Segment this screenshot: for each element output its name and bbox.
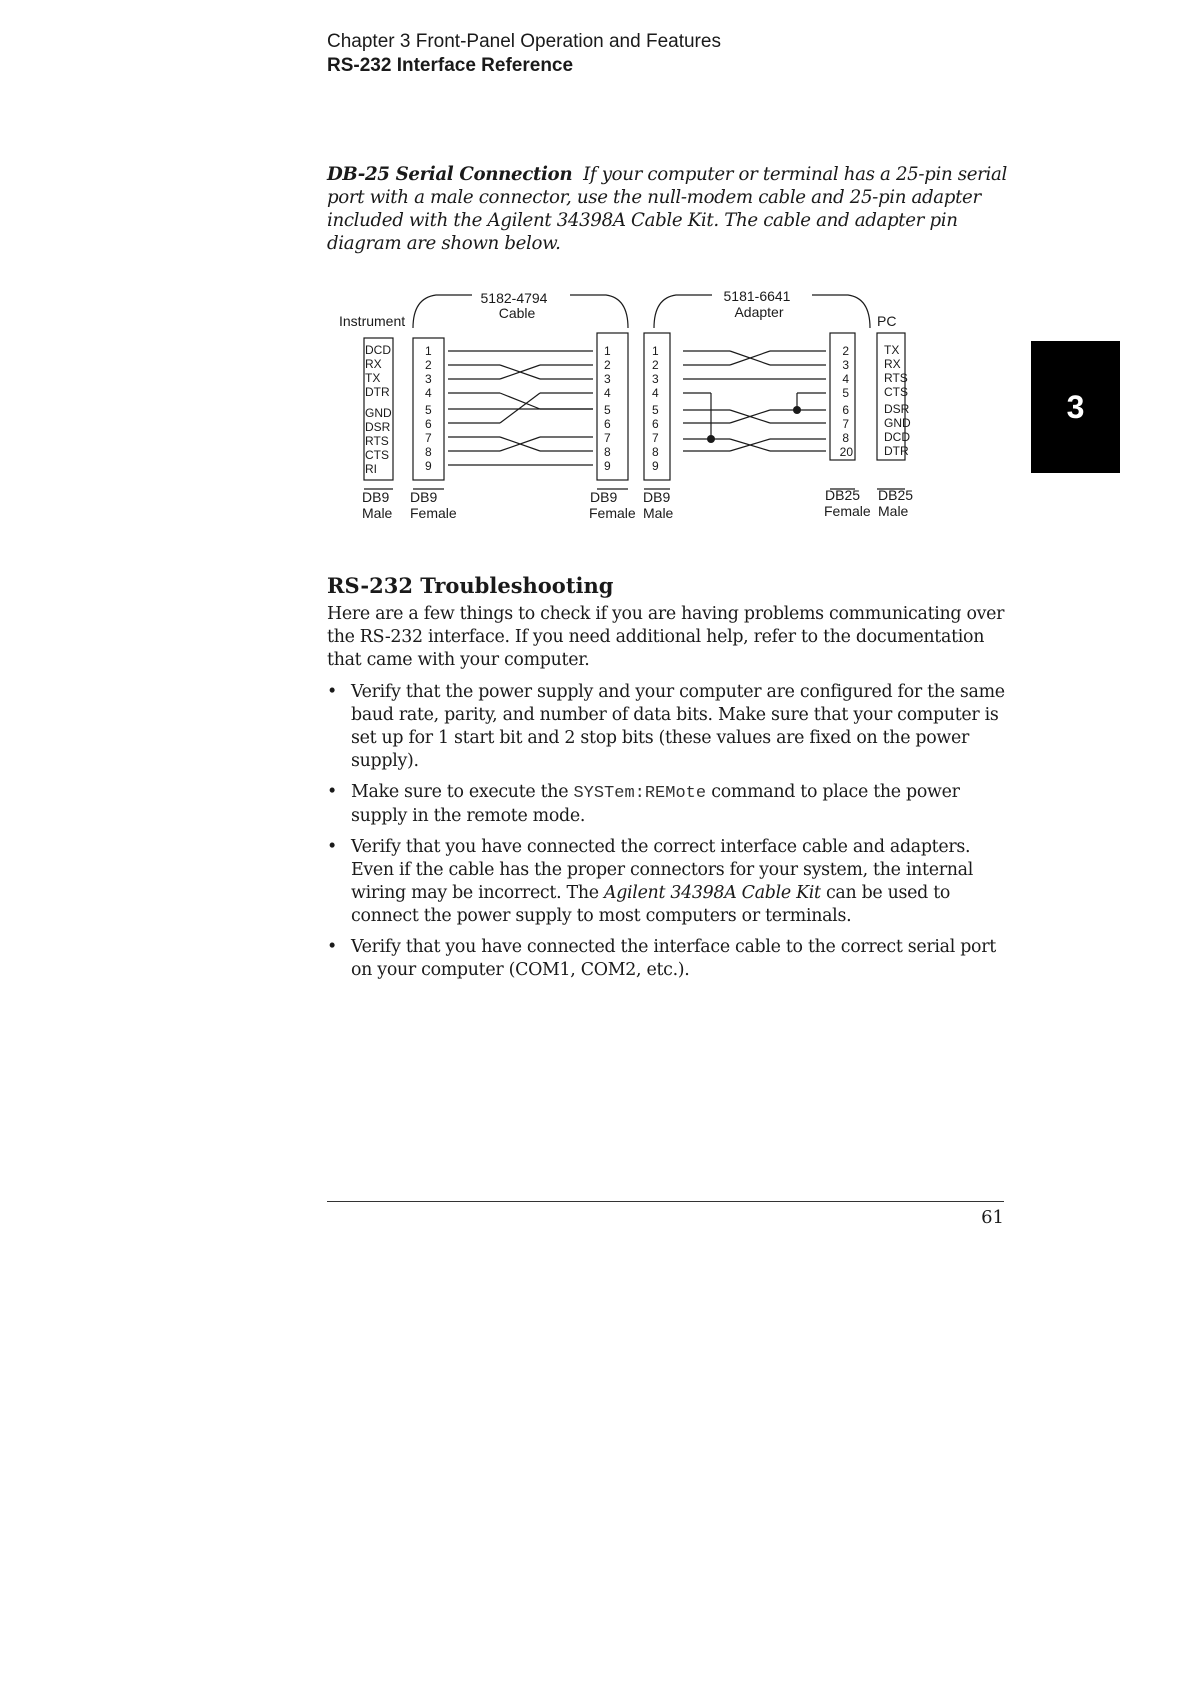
- page-number: 61: [981, 1207, 1004, 1228]
- pc-label: PC: [877, 313, 897, 329]
- pc-signal: DSR: [884, 402, 910, 416]
- bullet-text: Verify that you have connected the interface cable to the correct serial port on your computer (COM1, COM2, etc.).: [351, 937, 996, 980]
- pc-signal-list: [884, 343, 911, 458]
- bullet-text: can be used to connect the power supply to most computers or terminals.: [351, 883, 951, 926]
- pin-number: 8: [604, 445, 611, 459]
- connector-gender: Male: [362, 505, 393, 521]
- cable-right-pins: [604, 344, 611, 473]
- instrument-signal-list: [365, 343, 392, 476]
- cable-bracket-right: [570, 295, 628, 328]
- intro-lead: DB-25 Serial Connection: [327, 164, 573, 185]
- troubleshooting-heading: RS-232 Troubleshooting: [327, 573, 614, 598]
- cable-wires: [448, 351, 593, 465]
- connector-gender: Female: [589, 505, 636, 521]
- adapter-label: Adapter: [734, 304, 784, 320]
- cable-bracket-left: [413, 295, 472, 328]
- junction-dot-left: [707, 435, 715, 443]
- bullet-icon: •: [327, 937, 337, 957]
- footer-divider: [327, 1201, 1004, 1202]
- connector-type: DB9: [643, 489, 671, 505]
- pin-number: 6: [652, 417, 659, 431]
- chapter-title: Chapter 3 Front-Panel Operation and Features: [327, 31, 721, 52]
- pc-signal: RX: [884, 357, 901, 371]
- cable-kit-name: Agilent 34398A Cable Kit: [603, 883, 821, 903]
- pin-number: 5: [604, 403, 611, 417]
- pc-signal: CTS: [884, 385, 908, 399]
- pin-number: 5: [652, 403, 659, 417]
- pin-number: 4: [842, 372, 849, 386]
- bullet-text: command to place the power supply in the remote mode.: [351, 782, 960, 826]
- connector-type: DB9: [590, 489, 618, 505]
- pc-signal: DCD: [884, 430, 910, 444]
- bullet-icon: •: [327, 682, 337, 702]
- list-item: [327, 681, 1017, 773]
- adapter-left-pins: [652, 344, 659, 473]
- instrument-label: Instrument: [339, 313, 406, 329]
- connector-type: DB25: [825, 487, 861, 503]
- cable-left-pins: [425, 344, 432, 473]
- pin-number: 3: [842, 358, 849, 372]
- pin-number: 3: [652, 372, 659, 386]
- pin-number: 6: [425, 417, 432, 431]
- pin-number: 1: [425, 344, 432, 358]
- pin-number: 3: [425, 372, 432, 386]
- connector-gender: Female: [410, 505, 457, 521]
- list-item: [327, 936, 1017, 982]
- bullet-text: Make sure to execute the: [351, 782, 574, 802]
- pc-signal: GND: [884, 416, 911, 430]
- instrument-signal: DTR: [365, 385, 390, 399]
- pin-number: 6: [842, 403, 849, 417]
- pin-number: 8: [842, 431, 849, 445]
- pin-number: 7: [842, 417, 849, 431]
- instrument-signal: DSR: [365, 420, 391, 434]
- instrument-signal: RI: [365, 462, 377, 476]
- connector-type: DB25: [878, 487, 914, 503]
- pin-number: 4: [604, 386, 611, 400]
- pin-number: 1: [604, 344, 611, 358]
- instrument-signal: CTS: [365, 448, 389, 462]
- cable-part-number: 5182-4794: [480, 290, 548, 306]
- cable-right-db9-box: [597, 333, 628, 480]
- pin-number: 7: [604, 431, 611, 445]
- adapter-bracket-right: [812, 295, 870, 328]
- pin-number: 9: [604, 459, 611, 473]
- command-text: SYSTem:REMote: [573, 784, 707, 803]
- pin-number: 8: [425, 445, 432, 459]
- pin-number: 20: [839, 445, 853, 459]
- instrument-signal: RX: [365, 357, 382, 371]
- pin-number: 3: [604, 372, 611, 386]
- bullet-text: Verify that the power supply and your computer are configured for the same baud rate, parity, and number of data bits. Make sure that your computer is set up for 1 start bit and 2 stop bits (these values are fixed on the power supply).: [351, 682, 1005, 771]
- pin-number: 4: [425, 386, 432, 400]
- pc-signal: DTR: [884, 444, 909, 458]
- connector-labels: [362, 487, 913, 521]
- adapter-part-number: 5181-6641: [723, 288, 791, 304]
- cable-label: Cable: [498, 305, 536, 321]
- pin-number: 2: [652, 358, 659, 372]
- bullet-text: Verify that you have connected the correct interface cable and adapters. Even if the cable has the proper connectors for your system, the internal wiring may be incorrect. The: [351, 837, 973, 903]
- pc-signal: TX: [884, 343, 900, 357]
- chapter-tab: 3: [1031, 341, 1120, 473]
- instrument-signal: TX: [365, 371, 381, 385]
- pin-number: 9: [425, 459, 432, 473]
- troubleshooting-intro: Here are a few things to check if you are having problems communicating over the RS-232 interface. If you need additional help, refer to the documentation that came with your computer.: [327, 604, 1005, 670]
- bullet-icon: •: [327, 782, 337, 802]
- connector-type: DB9: [410, 489, 438, 505]
- bullet-icon: •: [327, 837, 337, 857]
- pc-signal: RTS: [884, 371, 908, 385]
- pin-number: 5: [842, 386, 849, 400]
- pin-number: 2: [425, 358, 432, 372]
- pin-number: 6: [604, 417, 611, 431]
- intro-text: If your computer or terminal has a 25-pin serial port with a male connector, use the null-modem cable and 25-pin adapter included with the Agilent 34398A Cable Kit. The cable and adapter pin diagram are shown below.: [327, 164, 1007, 254]
- adapter-bracket-left: [654, 295, 712, 328]
- adapter-right-pins: [840, 344, 854, 459]
- pin-number: 2: [604, 358, 611, 372]
- list-item: [327, 836, 1017, 928]
- pin-number: 2: [842, 344, 849, 358]
- instrument-signal: GND: [365, 406, 392, 420]
- pin-number: 1: [652, 344, 659, 358]
- connector-gender: Male: [643, 505, 674, 521]
- connector-type: DB9: [362, 489, 390, 505]
- pin-number: 5: [425, 403, 432, 417]
- pin-number: 7: [652, 431, 659, 445]
- pin-number: 7: [425, 431, 432, 445]
- connector-gender: Female: [824, 503, 871, 519]
- troubleshooting-list: [327, 681, 1017, 990]
- section-title: RS-232 Interface Reference: [327, 55, 574, 76]
- instrument-signal: RTS: [365, 434, 389, 448]
- pin-diagram: [0, 0, 1191, 560]
- list-item: [327, 781, 1017, 828]
- pin-number: 9: [652, 459, 659, 473]
- adapter-wires: [683, 351, 826, 451]
- junction-dot-right: [793, 406, 801, 414]
- pin-number: 4: [652, 386, 659, 400]
- instrument-signal: DCD: [365, 343, 391, 357]
- pin-number: 8: [652, 445, 659, 459]
- connector-gender: Male: [878, 503, 909, 519]
